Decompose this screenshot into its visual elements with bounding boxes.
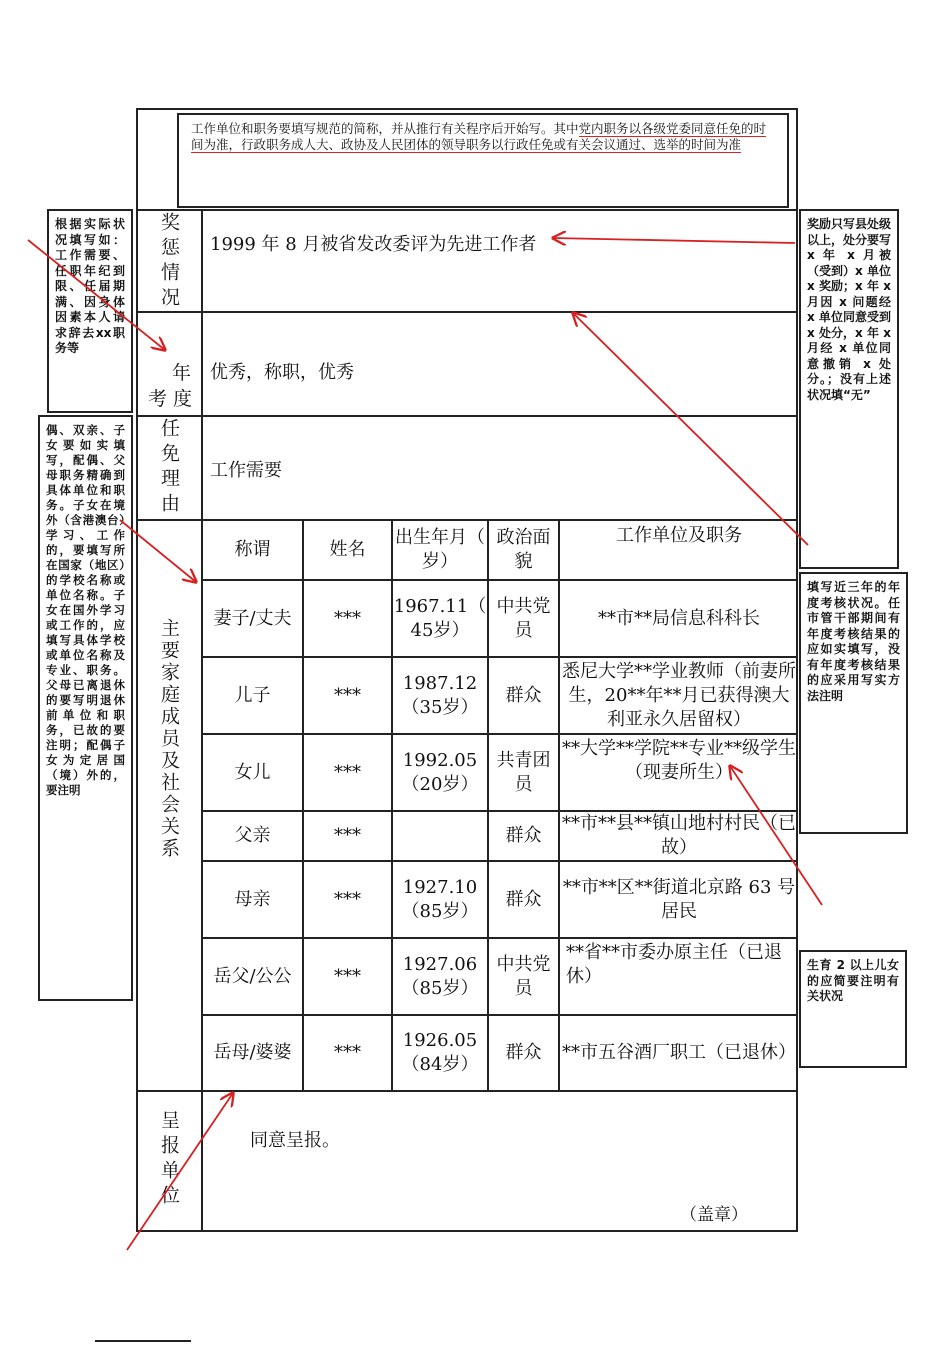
relation-cell: 岳母/婆婆 [213,1042,292,1063]
work-cell: **市五谷酒厂职工（已退休） [562,1042,796,1063]
submit-value: 同意呈报。 [250,1130,340,1151]
birth-cell: 1927.10（85岁） [401,876,479,922]
name-cell: *** [334,684,361,706]
left-mid-note: 偶、双亲、子女要如实填写，配偶、父母职务精确到具体单位和职务。子女在境外（含港澳台）学习、工作的，要填写所在国家（地区）的学校名称或单位名称。子女在国外学习或工作的，应填写具体学校或单位名称及专业、职务。父母已离退休的要写明退休前单位和职务，已故的要注明；配偶子女为定居国（境）外的，要注明 [38,415,133,1001]
political-cell: 中共党员 [496,953,551,999]
arrow-family [120,520,196,582]
header-political: 政治面貌 [496,527,551,572]
header-relation: 称谓 [234,539,271,560]
rewards-label: 奖惩情况 [158,212,180,312]
birth-cell: 1987.12（35岁） [401,672,479,718]
political-cell: 群众 [505,684,542,706]
arrow-rewards [553,238,795,243]
political-cell: 共青团员 [496,749,551,795]
header-work: 工作单位及职务 [616,525,742,546]
birth-cell: 1967.11（ 45岁） [393,595,487,641]
submit-label: 呈报单位 [158,1110,180,1210]
arrow-reason [28,240,165,350]
name-cell: *** [334,825,361,846]
relation-cell: 岳父/公公 [213,965,292,987]
header-birth: 出生年月（ 岁） [395,527,485,572]
name-cell: *** [334,607,361,629]
political-cell: 中共党员 [496,595,551,641]
annual-value: 优秀，称职，优秀 [210,362,354,383]
top-note-part1: 工作单位和职务要填写规范的简称，并从推行有关程序后开始写。其中 [191,121,579,136]
name-cell: *** [334,761,361,783]
work-cell: **省**市委办原主任（已退休） [566,942,782,987]
name-cell: *** [334,965,361,987]
reason-value: 工作需要 [210,460,282,481]
birth-cell: 1927.06（85岁） [401,953,479,999]
work-cell: **大学**学院**专业**级学生（现妻所生） [562,738,796,783]
birth-cell: 1926.05（84岁） [401,1030,479,1075]
work-cell: 悉尼大学**学业教师（前妻所生，20**年**月已获得澳大利亚永久居留权） [562,660,796,730]
arrow-submit [127,1093,233,1250]
birth-cell: 1992.05（20岁） [401,749,479,795]
header-name: 姓名 [329,539,366,560]
relation-cell: 父亲 [234,825,271,846]
relation-cell: 妻子/丈夫 [213,607,292,629]
rewards-value: 1999 年 8 月被省发改委评为先进工作者 [210,234,537,255]
arrow-children [730,766,822,905]
political-cell: 群众 [505,888,542,910]
right-mid-note: 填写近三年的年度考核状况。任市管干部期间有年度考核结果的应如实填写，没有年度考核结果的应采用写实方法注明 [799,572,908,834]
arrow-annual [573,313,808,545]
right-top-note: 奖励只写县处级以上，处分要写 x 年 x 月被（受到）x 单位 x 奖励；x 年 x 月因 x 问题经 x 单位同意受到 x 处分，x 年 x 月经 x 单位同意撤销 x 处分。；没有上述状况填“无” [799,209,899,569]
relation-cell: 母亲 [234,888,271,910]
top-note-part2: 党内职务以各级党委同意任免的时间为准，行政职务成人大、政协及人民团体的领导职务以行政任免或有关会议通过、选举的时间为准 [191,121,767,152]
name-cell: *** [334,888,361,910]
reason-label: 任免理由 [158,418,180,518]
left-top-note: 根据实际状况填写如：工作需要、任职年纪到限、任届期满、因身体因素本人请求辞去xx职务等 [47,209,133,413]
relation-cell: 儿子 [234,684,271,706]
family-label: 主要家庭成员及社会关系 [158,618,180,860]
right-bot-note: 生育 2 以上儿女的应简要注明有关状况 [799,950,907,1068]
political-cell: 群众 [505,825,542,846]
work-cell: **市**县**镇山地村村民（已故） [562,813,796,858]
relation-cell: 女儿 [234,761,271,783]
political-cell: 群众 [505,1042,542,1063]
annual-label: 年 考 度 [148,362,193,410]
work-cell: **市**区**街道北京路 63 号居民 [562,876,796,922]
name-cell: *** [334,1042,361,1063]
work-cell: **市**局信息科科长 [598,607,760,629]
seal-label: （盖章） [680,1205,748,1225]
